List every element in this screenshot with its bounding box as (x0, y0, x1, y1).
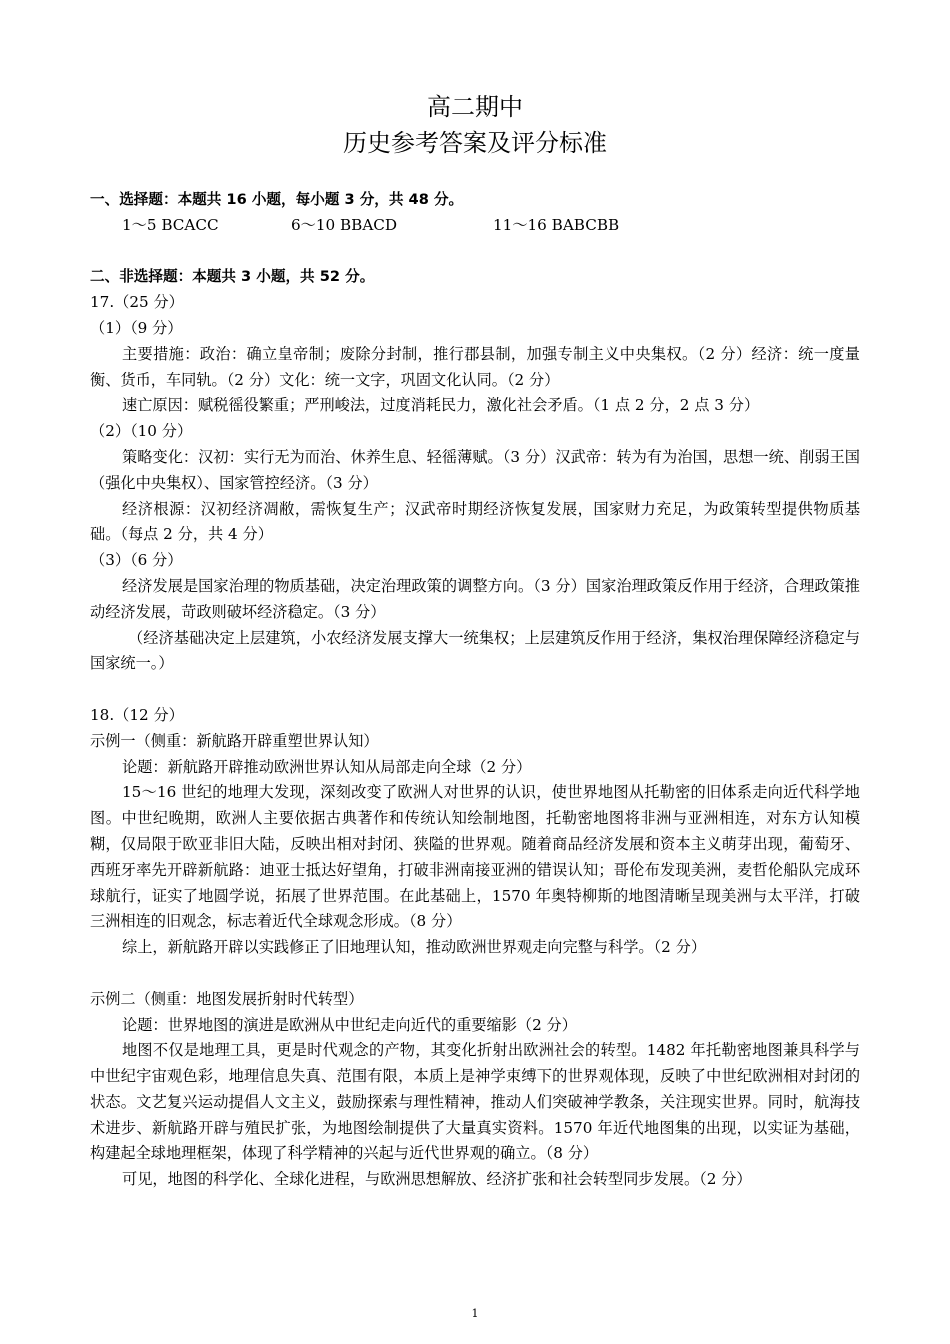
section1-heading: 一、选择题：本题共 16 小题，每小题 3 分，共 48 分。 (90, 191, 464, 208)
q18-label: 18.（12 分） (90, 705, 184, 724)
q18-example1-thesis: 论题：新航路开辟推动欧洲世界认知从局部走向全球（2 分） (122, 757, 532, 776)
page-subtitle: 历史参考答案及评分标准 (343, 129, 607, 157)
q18-example1-conclusion: 综上，新航路开辟以实践修正了旧地理认知，推动欧洲世界观走向完整与科学。（2 分） (122, 938, 707, 957)
content (90, 187, 860, 1193)
q17-part2-change: 策略变化：汉初：实行无为而治、休养生息、轻徭薄赋。（3 分）汉武帝：转为有为治国，思想一统、削弱王国（强化中央集权）、国家管控经济。（3 分） (90, 447, 860, 492)
q17-part2-label: （2）（10 分） (90, 422, 193, 441)
mc-answers (90, 213, 860, 239)
q18-example1-body: 15～16 世纪的地理大发现，深刻改变了欧洲人对世界的认识，使世界地图从托勒密的旧体系走向近代科学地图。中世纪晚期，欧洲人主要依据古典著作和传统认知绘制地图，托勒密地图将非洲与亚洲相连，对东方认知模糊，仅局限于欧亚非旧大陆，反映出相对封闭、狭隘的世界观。随着商品经济发展和资本主义萌芽出现，葡萄牙、西班牙率先开辟新航路：迪亚士抵达好望角，打破非洲南接亚洲的错误认知；哥伦布发现美洲，麦哲伦船队完成环球航行，证实了地圆学说，拓展了世界范围。在此基础上，1570 年奥特柳斯的地图清晰呈现美洲与太平洋，打破三洲相连的旧观念，标志着近代全球观念形成。（8 分） (90, 783, 860, 931)
q17-part1-label: （1）（9 分） (90, 318, 183, 337)
q17-part3-label: （3）（6 分） (90, 551, 183, 570)
q17-part1-measures: 主要措施：政治：确立皇帝制；废除分封制，推行郡县制，加强专制主义中央集权。（2 分）经济：统一度量衡、货币，车同轨。（2 分）文化：统一文字，巩固文化认同。（2 分） (90, 344, 860, 389)
q18-example2-label: 示例二（侧重：地图发展折射时代转型） (90, 989, 364, 1008)
q17-part3-note: （经济基础决定上层建筑，小农经济发展支撑大一统集权；上层建筑反作用于经济，集权治理保障经济稳定与国家统一。） (90, 628, 860, 673)
q17-label: 17.（25 分） (90, 293, 184, 312)
mc-answer-1-5: 1～5 BCACC (122, 215, 219, 234)
q17-part3-text: 经济发展是国家治理的物质基础，决定治理政策的调整方向。（3 分）国家治理政策反作用于经济，合理政策推动经济发展，苛政则破坏经济稳定。（3 分） (90, 576, 860, 621)
q18-example1-label: 示例一（侧重：新航路开辟重塑世界认知） (90, 731, 379, 750)
q18-example2-thesis: 论题：世界地图的演进是欧洲从中世纪走向近代的重要缩影（2 分） (122, 1015, 577, 1034)
section2-heading: 二、非选择题：本题共 3 小题，共 52 分。 (90, 268, 375, 286)
q17-part2-root: 经济根源：汉初经济凋敝，需恢复生产；汉武帝时期经济恢复发展，国家财力充足，为政策转型提供物质基础。（每点 2 分，共 4 分） (90, 499, 860, 544)
q17-part1-reasons: 速亡原因：赋税徭役繁重；严刑峻法，过度消耗民力，激化社会矛盾。（1 点 2 分，2 点 3 分） (122, 396, 760, 415)
q18-example2-conclusion: 可见，地图的科学化、全球化进程，与欧洲思想解放、经济扩张和社会转型同步发展。（2 分） (122, 1170, 752, 1189)
mc-answer-6-10: 6～10 BBACD (291, 215, 398, 234)
mc-answer-11-16: 11～16 BABCBB (493, 215, 620, 234)
page-number: 1 (471, 1307, 479, 1320)
page-title: 高二期中 (427, 93, 523, 121)
q18-example2-body: 地图不仅是地理工具，更是时代观念的产物，其变化折射出欧洲社会的转型。1482 年托勒密地图兼具科学与中世纪宇宙观色彩，地理信息失真、范围有限，本质上是神学束缚下的世界观体现，反映了中世纪欧洲相对封闭的状态。文艺复兴运动提倡人文主义，鼓励探索与理性精神，推动人们突破神学教条，关注现实世界。同时，航海技术进步、新航路开辟与殖民扩张，为地图绘制提供了大量真实资料。1570 年近代地图集的出现，以实证为基础，构建起全球地理框架，体现了科学精神的兴起与近代世界观的确立。（8 分） (90, 1041, 860, 1163)
